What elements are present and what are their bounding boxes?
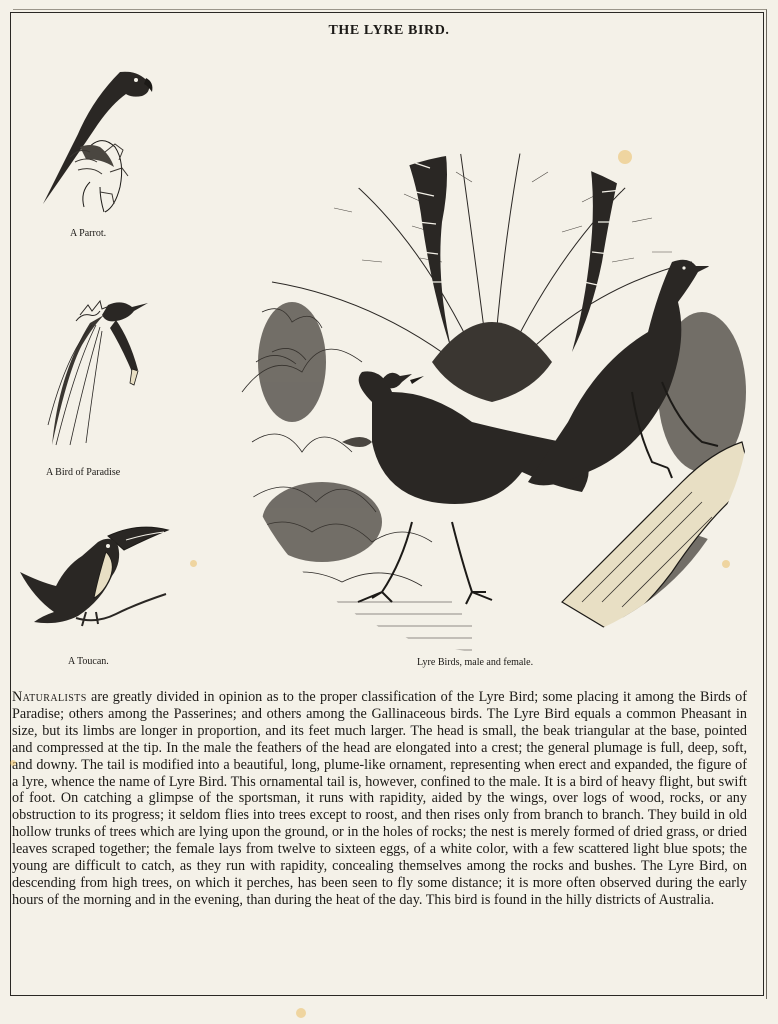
lyre-birds-illustration [232, 62, 752, 654]
foxing-spot [190, 560, 197, 567]
toucan-caption: A Toucan. [68, 656, 109, 667]
parrot-caption: A Parrot. [70, 228, 107, 239]
foxing-spot [722, 560, 730, 568]
body-text: are greatly divided in opinion as to the proper classification of the Lyre Bird; some placing it among the Birds of Paradise; others among the Passerines; and others among the Gallinaceous birds. The Lyre Bird equals a common Pheasant in size, but its limbs are longer in proportion, and its feet much larger. The head is small, the beak triangular at the base, pointed and compressed at the tip. In the male the feathers of the head are elongated into a crest; the general plumage is full, deep, soft, and downy. The tail is modified into a beautiful, long, plume-like ornament, representing when erect and expanded, the figure of a lyre, whence the name of Lyre Bird. This ornamental tail is, however, confined to the male. It is a bird of heavy flight, but swift of foot. On catching a glimpse of the sportsman, it runs with rapidity, aided by the wings, over logs of wood, rocks, or any obstruction to its progress; it seldom flies into trees except to roost, and then rises only from branch to branch. They build in old hollow trunks of trees which are lying upon the ground, or in the holes of rocks; the nest is merely formed of dried grass, or dried leaves scraped together; the female lays from twelve to sixteen eggs, of a white color, with a few scattered light blue spots; the young are difficult to catch, as they run with rapidity, concealing themselves among the rocks and bushes. The Lyre Bird, on descending from high trees, on which it perches, has been seen to fly some distance; it is more often observed during the early hours of the morning and in the evening, than during the heat of the day. This bird is found in the hilly districts of Australia. [12, 689, 747, 908]
parrot-illustration [30, 62, 160, 217]
foxing-spot [10, 760, 16, 766]
bird-of-paradise-illustration [36, 285, 161, 457]
lead-word: Naturalists [12, 689, 87, 705]
body-paragraph [12, 689, 747, 909]
foxing-spot [618, 150, 632, 164]
bird-of-paradise-caption: A Bird of Paradise [46, 467, 121, 478]
foxing-spot [296, 1008, 306, 1018]
page-title: THE LYRE BIRD. [328, 23, 450, 38]
lyre-birds-caption: Lyre Birds, male and female. [417, 657, 534, 668]
toucan-illustration [16, 522, 176, 654]
